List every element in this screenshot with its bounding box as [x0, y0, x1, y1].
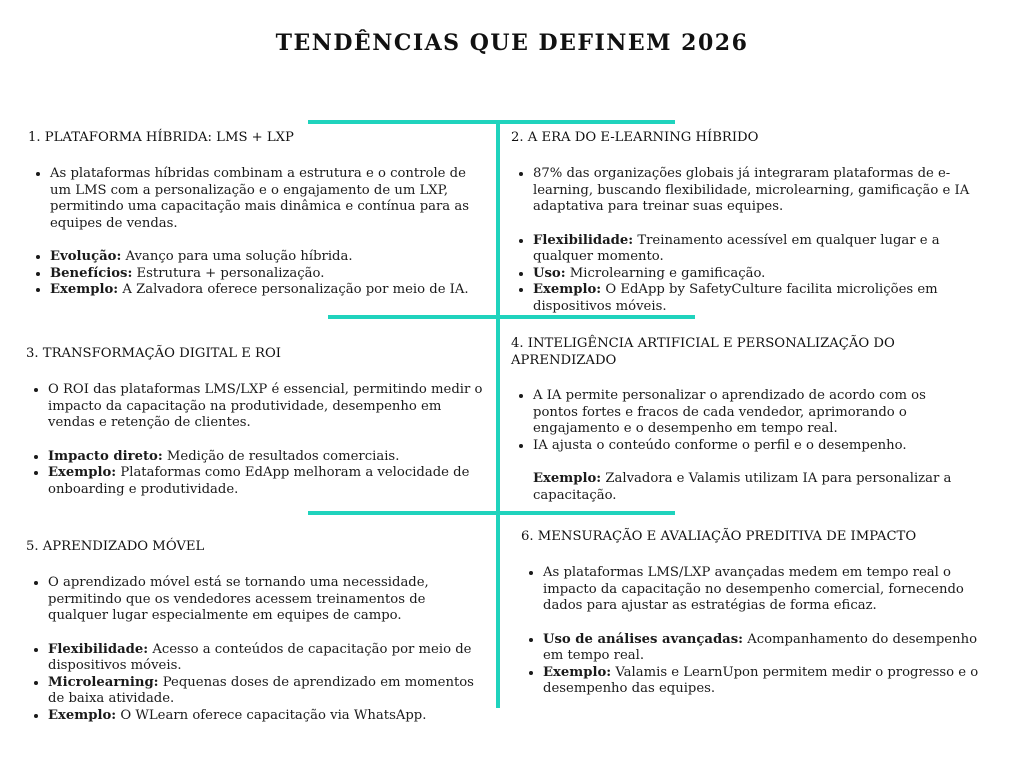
item-label: Evolução:: [50, 249, 122, 264]
divider-vertical: [496, 120, 500, 708]
item-label: Benefícios:: [50, 265, 133, 281]
list-item: [48, 449, 491, 466]
list-item: [50, 282, 483, 299]
item-text: A Zalvadora oferece personalização por meio de IA.: [118, 282, 469, 297]
section-5: [26, 538, 481, 724]
section-3: [26, 345, 491, 498]
list-item: [533, 266, 999, 283]
list-item: [48, 708, 481, 725]
list-item: • A IA permite personalizar o aprendizado de acordo com os pontos fortes e fracos de cada vendedor, aprimorando o engajamento e o desempenho em tempo real.: [533, 388, 971, 438]
item-label: Exemplo:: [48, 465, 117, 480]
list-item: [543, 665, 1001, 698]
item-text: Medição de resultados comerciais.: [162, 448, 400, 464]
list-item: [48, 675, 481, 708]
list-item: • As plataformas LMS/LXP avançadas medem em tempo real o impacto da capacitação no desempenho comercial, fornecendo dados para ajustar as estratégias de forma eficaz.: [543, 565, 1001, 615]
item-label: Exemplo:: [543, 664, 612, 680]
item-text: Treinamento acessível em qualquer lugar e a qualquer momento.: [533, 232, 940, 264]
item-text: Pequenas doses de aprendizado em momentos de baixa atividade.: [48, 674, 474, 706]
item-text: Acesso a conteúdos de capacitação por meio de dispositivos móveis.: [48, 641, 472, 673]
bullet-list: [26, 382, 491, 498]
section-heading: 1. PLATAFORMA HÍBRIDA: LMS + LXP: [28, 130, 294, 145]
section-heading: 4. INTELIGÊNCIA ARTIFICIAL E PERSONALIZAÇÃO DO APRENDIZADO: [511, 336, 895, 368]
list-item: [50, 249, 483, 266]
bullet-list: [28, 166, 483, 299]
page-title: TENDÊNCIAS QUE DEFINEM 2026: [275, 30, 749, 56]
list-item: [48, 465, 491, 498]
list-item: [533, 471, 971, 504]
item-text: O EdApp by SafetyCulture facilita microlições em dispositivos móveis.: [533, 282, 938, 314]
bullet-list: [521, 565, 1001, 698]
list-item: [533, 233, 999, 266]
item-label: Uso de análises avançadas:: [543, 631, 744, 647]
list-item: • O aprendizado móvel está se tornando uma necessidade, permitindo que os vendedores acessem treinamentos de qualquer lugar especialmente em equipes de campo.: [48, 575, 481, 625]
list-item: [543, 632, 1001, 665]
section-heading: 2. A ERA DO E-LEARNING HÍBRIDO: [511, 130, 759, 145]
item-text: Valamis e LearnUpon permitem medir o progresso e o desempenho das equipes.: [543, 664, 979, 696]
item-label: Exemplo:: [50, 282, 119, 297]
list-item: [533, 282, 999, 315]
item-text: Acompanhamento do desempenho em tempo real.: [543, 631, 978, 663]
item-text: Plataformas como EdApp melhoram a velocidade de onboarding e produtividade.: [48, 465, 470, 497]
list-item: [50, 266, 483, 283]
bullet-list: [511, 166, 999, 315]
bullet-list: [511, 388, 971, 504]
item-label: Uso:: [533, 265, 566, 281]
section-6: [521, 528, 1001, 698]
section-4: [511, 335, 971, 504]
item-label: Flexibilidade:: [48, 641, 149, 657]
item-label: Microlearning:: [48, 674, 159, 690]
list-item: • 87% das organizações globais já integraram plataformas de e-learning, buscando flexibilidade, microlearning, gamificação e IA adaptativa para treinar suas equipes.: [533, 166, 999, 216]
section-heading: 5. APRENDIZADO MÓVEL: [26, 539, 205, 554]
list-item: • O ROI das plataformas LMS/LXP é essencial, permitindo medir o impacto da capacitação na produtividade, desempenho em vendas e retenção de clientes.: [48, 382, 491, 432]
list-item: [48, 642, 481, 675]
item-label: Impacto direto:: [48, 448, 163, 464]
section-heading: 6. MENSURAÇÃO E AVALIAÇÃO PREDITIVA DE IMPACTO: [521, 529, 917, 544]
item-label: Exemplo:: [48, 707, 117, 723]
divider-middle: [328, 315, 695, 319]
bullet-list: [26, 575, 481, 724]
divider-lower: [308, 511, 675, 515]
item-text: Zalvadora e Valamis utilizam IA para personalizar a capacitação.: [533, 471, 952, 503]
item-text: Microlearning e gamificação.: [565, 265, 766, 281]
item-text: Estrutura + personalização.: [132, 265, 325, 281]
item-label: Exemplo:: [533, 471, 602, 486]
section-heading: 3. TRANSFORMAÇÃO DIGITAL E ROI: [26, 346, 281, 361]
item-text: O WLearn oferece capacitação via WhatsApp.: [116, 707, 427, 723]
list-item: • IA ajusta o conteúdo conforme o perfil e o desempenho.: [533, 438, 971, 455]
section-1: [28, 129, 483, 299]
item-text: Avanço para uma solução híbrida.: [121, 249, 353, 264]
section-2: [511, 129, 999, 315]
list-item: • As plataformas híbridas combinam a estrutura e o controle de um LMS com a personalização e o engajamento de um LXP, permitindo uma capacitação mais dinâmica e contínua para as equipes de vendas.: [50, 166, 483, 232]
item-label: Exemplo:: [533, 282, 602, 297]
item-label: Flexibilidade:: [533, 232, 634, 248]
divider-top: [308, 120, 675, 124]
